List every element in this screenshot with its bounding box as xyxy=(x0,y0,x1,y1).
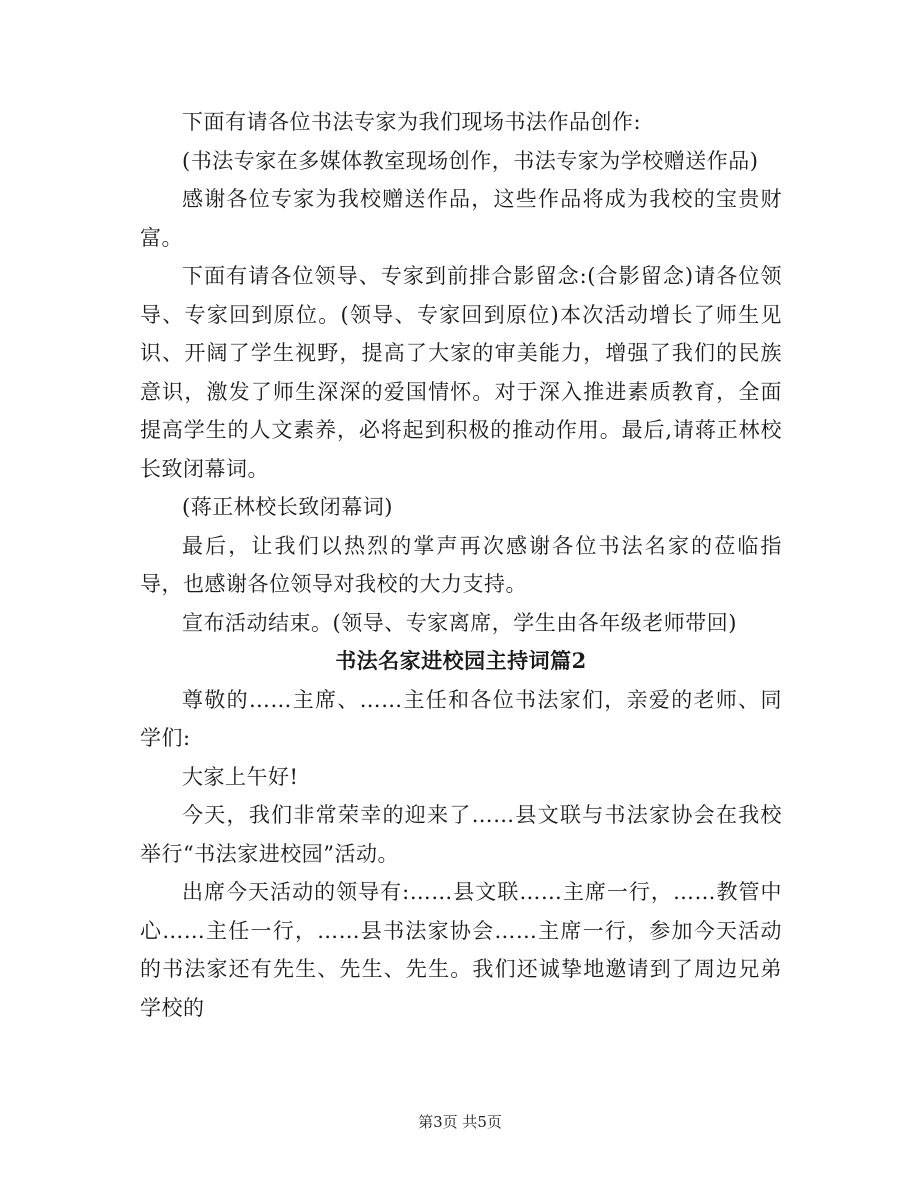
paragraph-group-photo: 下面有请各位领导、专家到前排合影留念:(合影留念)请各位领导、专家回到原位。(领导、专家回到原位)本次活动增长了师生见识、开阔了学生视野，提高了大家的审美能力，增强了我们的民族意识，激发了师生深深的爱国情怀。对于深入推进素质教育，全面提高学生的人文素养，必将起到积极的推动作用。最后,请蒋正林校长致闭幕词。 xyxy=(140,264,782,481)
paragraph-closing-speech-note: (蒋正林校长致闭幕词) xyxy=(182,495,393,519)
paragraph-attendees: 出席今天活动的领导有:……县文联……主席一行，……教管中心……主任一行，……县书法家协会……主席一行，参加今天活动的书法家还有先生、先生、先生。我们还诚挚地邀请到了周边兄弟学校的 xyxy=(140,880,782,1020)
paragraph-event-end: 宣布活动结束。(领导、专家离席，学生由各年级老师带回) xyxy=(182,610,737,635)
paragraph-final-thanks: 最后，让我们以热烈的掌声再次感谢各位书法名家的莅临指导，也感谢各位领导对我校的大力支持。 xyxy=(140,533,782,596)
paragraph-good-morning: 大家上午好! xyxy=(182,764,299,789)
paragraph-calligraphy-note: (书法专家在多媒体教室现场创作，书法专家为学校赠送作品) xyxy=(182,148,759,173)
section-heading: 书法名家进校园主持词篇2 xyxy=(335,648,587,673)
paragraph-invite-calligraphy: 下面有请各位书法专家为我们现场书法作品创作: xyxy=(182,110,642,134)
paragraph-today-event: 今天，我们非常荣幸的迎来了……县文联与书法家协会在我校举行“书法家进校园”活动。 xyxy=(140,803,782,866)
document-body xyxy=(140,103,782,1027)
page-footer: 第3页 共5页 xyxy=(418,1113,502,1131)
paragraph-greeting: 尊敬的……主席、……主任和各位书法家们，亲爱的老师、同学们: xyxy=(140,687,782,750)
paragraph-thanks-experts: 感谢各位专家为我校赠送作品，这些作品将成为我校的宝贵财富。 xyxy=(140,187,782,250)
